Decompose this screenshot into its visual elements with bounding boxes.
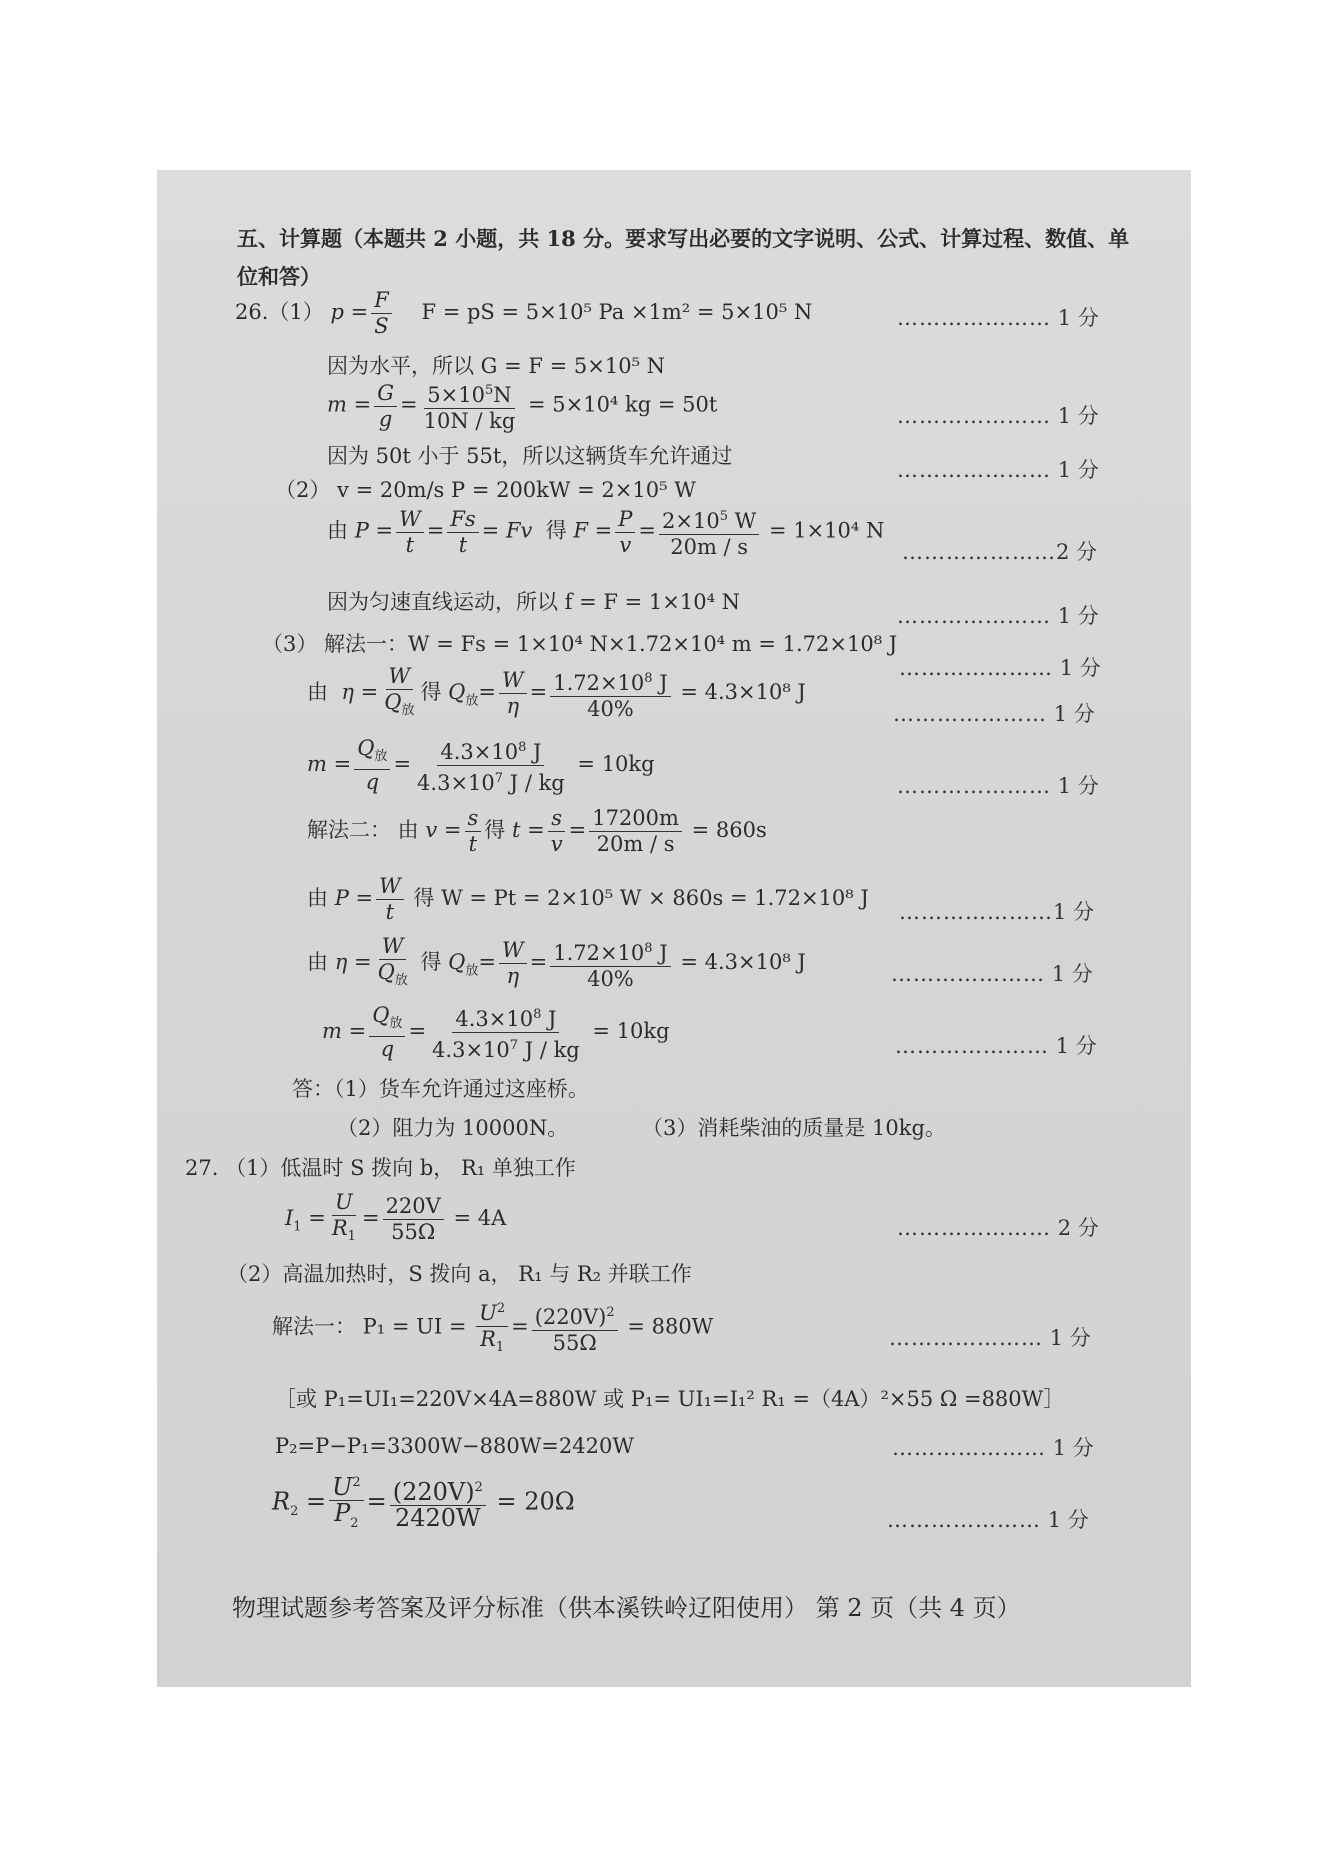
q27-alt-line: ［或 P₁=UI₁=220V×4A=880W 或 P₁= UI₁=I₁² R₁ =（4A）²×55 Ω =880W］ [275, 1387, 1065, 1411]
q27-method1-label: 解法一： P₁ = UI = [272, 1314, 467, 1339]
q26-part2-given: （2） v = 20m/s P = 200kW = 2×10⁵ W [275, 478, 696, 502]
score-mark: ………………… 1 分 [897, 774, 1099, 798]
q26-gravity-line: 因为水平，所以 G = F = 5×10⁵ N [327, 354, 666, 378]
score-mark: ………………… 1 分 [897, 458, 1099, 482]
score-mark: ………………… 1 分 [899, 656, 1101, 680]
score-mark: ………………… 1 分 [893, 702, 1095, 726]
q26-method2-heat-line: 由 η = $\frac{W}{Q_放}$ 得 $Q_放=$ $\frac{W}{\eta}$ = $\frac{1.72\times 10^8 J}{40\%}$ = 4.3×10⁸ J [307, 934, 806, 991]
q27-current-result: = 4A [453, 1206, 507, 1231]
q27-resistance-result: = 20Ω [496, 1487, 575, 1516]
score-mark: ………………… 1 分 [897, 306, 1099, 330]
score-mark: …………………2 分 [902, 540, 1098, 564]
section-title: 五、计算题（本题共 2 小题，共 18 分。要求写出必要的文字说明、公式、计算过程、数值、单位和答） [237, 226, 1130, 289]
q27-resistance-line: $R_2$ = $\frac{U^2}{P_2}$ = $\frac{(220V)^2}{2420W}$ = 20Ω [272, 1470, 575, 1536]
q26-friction-line: 因为匀速直线运动，所以 f = F = 1×10⁴ N [327, 590, 741, 614]
q26-fuel-mass-result: = 10kg [577, 752, 655, 776]
q26-heat-result: = 4.3×10⁸ J [680, 680, 806, 705]
score-mark: ………………… 1 分 [897, 404, 1099, 428]
q26-time-result: = 860s [691, 818, 767, 842]
score-mark: ………………… 1 分 [892, 1436, 1094, 1460]
q27-part2-line: （2）高温加热时，S 拨向 a， R₁ 与 R₂ 并联工作 [227, 1262, 692, 1286]
q27-power2-line: P₂=P−P₁=3300W−880W=2420W [275, 1434, 634, 1458]
q26-conclusion-line: 因为 50t 小于 55t，所以这辆货车允许通过 [327, 444, 733, 468]
answer-sheet [157, 170, 1191, 1687]
q26-part3-work-line: （3） 解法一：W = Fs = 1×10⁴ N×1.72×10⁴ m = 1.72×10⁸ J [262, 632, 898, 656]
q26-force-calc: F = pS = 5×10⁵ Pa ×1m² = 5×10⁵ N [421, 300, 813, 324]
q26-answer-2: （2）阻力为 10000N。 [337, 1116, 569, 1140]
q26-work-result: 得 W = Pt = 2×10⁵ W × 860s = 1.72×10⁸ J [413, 886, 869, 910]
q27-power1-result: = 880W [627, 1314, 714, 1339]
score-mark: ………………… 1 分 [891, 962, 1093, 986]
q27-part1-line: 27. （1）低温时 S 拨向 b， R₁ 单独工作 [185, 1156, 576, 1180]
q26-part3-heat-line: 由 η = $\frac{W}{Q_放}$ 得 $Q_放=$ $\frac{W}{\eta}$ = $\frac{1.72\times 10^8 J}{40\%}$ = 4.3×10⁸ J [307, 664, 806, 721]
q27-current-line: $I_1$ = $\frac{U}{R_1}$ = $\frac{220V}{55\Omega}$ = 4A [285, 1190, 507, 1245]
score-mark: ………………… 1 分 [889, 1326, 1091, 1350]
q27-power1-line: 解法一： P₁ = UI = $\frac{U^2}{R_1}$ = $\frac{(220V)^2}{55\Omega}$ = 880W [272, 1296, 713, 1360]
score-mark: ………………… 1 分 [897, 604, 1099, 628]
score-mark: ………………… 1 分 [887, 1508, 1089, 1532]
score-mark: ………………… 1 分 [895, 1034, 1097, 1058]
q26-answer-3: （3）消耗柴油的质量是 10kg。 [642, 1116, 946, 1140]
score-mark: …………………1 分 [899, 900, 1095, 924]
q26-method2-time-line: 解法二： 由 v = $\frac{s}{t}$ 得 t = $\frac{s}{v}$ = $\frac{17200m}{20m / s}$ = 860s [307, 806, 767, 856]
score-mark: ………………… 2 分 [897, 1216, 1099, 1240]
q26-mass-line: m = $\frac{G}{g}$ = $\frac{5\times 10^5N}{10N / kg}$ = 5×10⁴ kg = 50t [327, 378, 717, 434]
q26-number: 26.（1） [235, 300, 324, 324]
q26-method2-mass-line: m = $\frac{Q_放}{q}$ = $\frac{4.3\times 10^8 J}{4.3\times 10^7 J / kg}$ = 10kg [322, 1002, 670, 1062]
q26-heat-result-2: = 4.3×10⁸ J [680, 950, 806, 975]
q26-mass-result: = 5×10⁴ kg = 50t [527, 392, 718, 417]
q26-part3-mass-line: m = $\frac{Q_放}{q}$ = $\frac{4.3\times 10^8 J}{4.3\times 10^7 J / kg}$ = 10kg [307, 735, 655, 795]
q26-method2-work-line: 由 P = $\frac{W}{t}$ 得 W = Pt = 2×10⁵ W × 860s = 1.72×10⁸ J [307, 874, 869, 924]
q26-part2-power-line: 由 P = $\frac{W}{t}$ = $\frac{Fs}{t}$ = Fv 得 F = $\frac{P}{v}$ = $\frac{2\times 10^5 W}{20m / s}$ = 1×10⁴ N [327, 504, 884, 560]
q26-answer-1: 答：（1）货车允许通过这座桥。 [292, 1077, 589, 1101]
page-footer: 物理试题参考答案及评分标准（供本溪铁岭辽阳使用） 第 2 页（共 4 页） [232, 1594, 1021, 1622]
q26-force-result: = 1×10⁴ N [768, 518, 885, 543]
q26-fuel-mass-result-2: = 10kg [592, 1019, 670, 1043]
q26-part1-line1: 26.（1） p = $\frac{F}{S}$ F = pS = 5×10⁵ Pa ×1m² = 5×10⁵ N [235, 288, 813, 338]
